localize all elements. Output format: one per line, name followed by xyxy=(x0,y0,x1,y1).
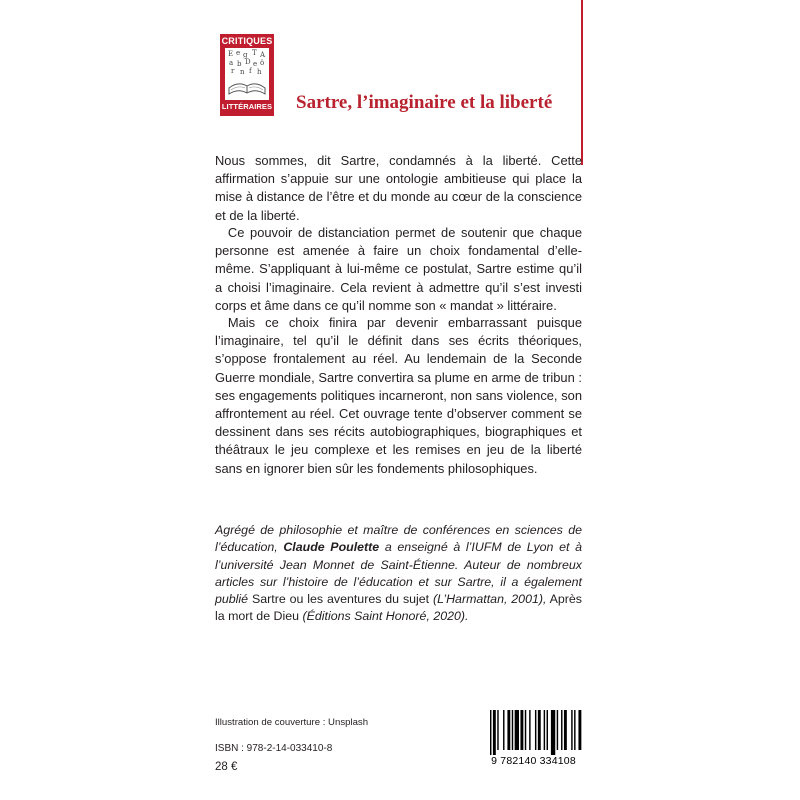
book-title: Sartre, l’imaginaire et la liberté xyxy=(296,92,553,113)
price-text: 28 € xyxy=(215,761,238,773)
svg-text:ö: ö xyxy=(260,59,265,67)
open-book-letters-icon xyxy=(225,48,269,100)
bio-publisher-2: (Éditions Saint Honoré, 2020). xyxy=(299,609,469,624)
bio-book-title-2: Après la mort de Dieu xyxy=(215,592,582,624)
svg-text:D: D xyxy=(245,58,251,66)
bio-text-1: Agrégé de philosophie et maître de conférences en sciences de l’éducation, xyxy=(215,523,582,555)
bio-publisher-1: (L’Harmattan, 2001), xyxy=(429,592,547,607)
svg-text:r: r xyxy=(231,67,235,75)
logo-bottom-text: LITTÉRAIRES xyxy=(221,102,273,111)
svg-text:f: f xyxy=(249,67,252,75)
critiques-litteraires-logo xyxy=(220,34,274,116)
summary-paragraph-2: Ce pouvoir de distanciation permet de soutenir que chaque personne est amenée à faire un choix fondamental d’elle-même. S’appliquant à lui-même ce postulat, Sartre estime qu’il a choisi l’imaginaire. Cela revient à admettre qu’il s’est investi corps et âme dans ce qu’il nomme son « mandat » littéraire. xyxy=(215,225,582,313)
cover-illustration-credit: Illustration de couverture : Unsplash xyxy=(215,717,369,728)
svg-text:T: T xyxy=(252,49,257,57)
bio-book-title-1: Sartre ou les aventures du sujet xyxy=(251,592,430,607)
svg-text:n: n xyxy=(240,68,245,76)
author-bio xyxy=(215,522,582,626)
author-name: Claude Poulette xyxy=(283,540,380,555)
barcode-digits: 9 782140 334108 xyxy=(491,755,576,767)
svg-text:e: e xyxy=(236,49,241,57)
isbn-text: ISBN : 978-2-14-033410-8 xyxy=(215,743,333,754)
svg-text:g: g xyxy=(243,51,248,59)
svg-text:A: A xyxy=(260,51,266,59)
summary-paragraph-1: Nous sommes, dit Sartre, condamnés à la liberté. Cette affirmation s’appuie sur une ontologie ambitieuse qui place la mise à distance de l’être et du monde au cœur de la conscience et de la liberté. xyxy=(215,153,582,223)
svg-text:h: h xyxy=(257,68,262,76)
svg-text:b: b xyxy=(237,60,242,68)
svg-text:e: e xyxy=(253,60,258,68)
bio-text-2: a enseigné à l’IUFM de Lyon et à l’université Jean Monnet de Saint-Étienne. Auteur de nombreux articles sur l’histoire de l’éducation et sur Sartre, il a également publié xyxy=(215,540,582,607)
red-divider-line xyxy=(581,0,583,165)
logo-top-text: CRITIQUES xyxy=(221,36,273,46)
svg-text:E: E xyxy=(228,50,234,58)
summary-paragraph-3: Mais ce choix finira par devenir embarrassant puisque l’imaginaire, tel qu’il le définit dans ses écrits théoriques, s’oppose frontalement au réel. Au lendemain de la Seconde Guerre mondiale, Sartre convertira sa plume en arme de tribun : ses engagements politiques incarneront, non sans violence, son affrontement au réel. Cet ouvrage tente d’observer comment se dessinent dans ses récits autobiographiques, biographiques et théâtraux le jeu complexe et les remises en jeu de la liberté sans en ignorer bien sûr les fondements philosophiques. xyxy=(215,315,582,476)
svg-text:a: a xyxy=(229,59,234,67)
